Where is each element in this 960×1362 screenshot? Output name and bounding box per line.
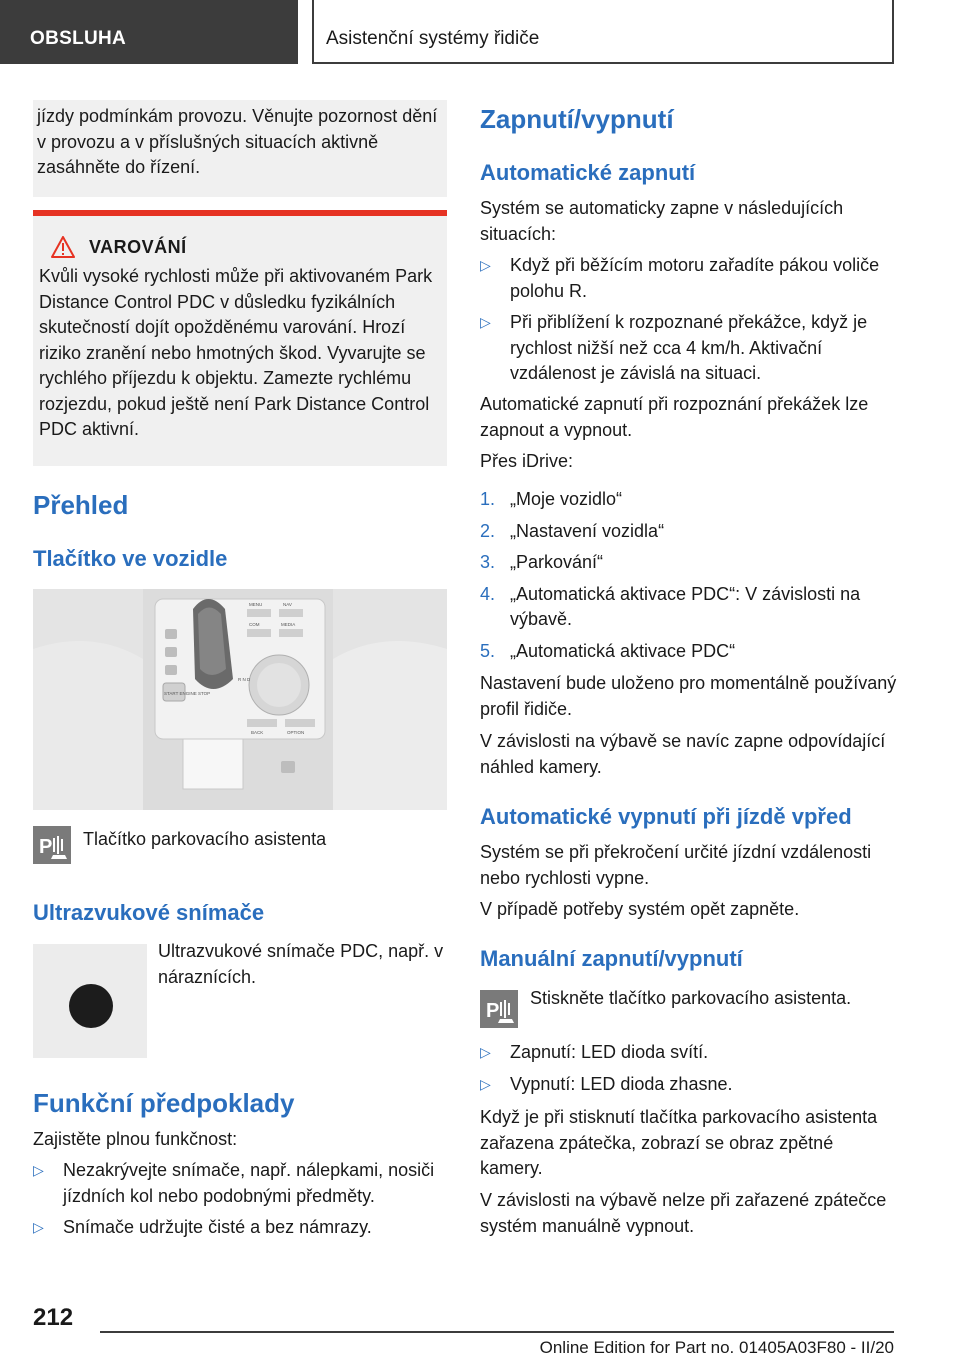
list-item: 1. „Moje vozidlo“ xyxy=(480,489,623,509)
warning-header xyxy=(51,236,435,258)
heading-overview: Přehled xyxy=(33,490,129,520)
console-label-media: MEDIA xyxy=(281,622,296,627)
park-assist-button-icon xyxy=(33,826,71,864)
svg-text:P: P xyxy=(486,1000,500,1022)
continued-note-text: jízdy podmínkám provozu. Věnujte pozornost dění v provozu a v příslušných situacích aktivně zasáhněte do řízení. xyxy=(37,106,438,177)
sensor-dot xyxy=(69,984,113,1028)
warning-triangle-icon xyxy=(51,236,75,258)
console-label-start: START ENGINE STOP xyxy=(164,691,211,696)
list-item: 4. „Automatická aktivace PDC“: V závislosti na výbavě. xyxy=(480,583,861,629)
camera-note: V závislosti na výbavě se navíc zapne odpovídající náhled kamery. xyxy=(480,731,886,777)
console-photo xyxy=(33,589,447,810)
console-label-menu: MENU xyxy=(249,602,263,607)
heading-auto-off: Automatické vypnutí při jízdě vpřed xyxy=(480,804,852,829)
section-tab xyxy=(0,0,298,64)
list-item: ▷ Vypnutí: LED dioda zhasne. xyxy=(480,1072,900,1098)
auto-on-note: Automatické zapnutí při rozpoznání překážek lze zapnout a vypnout. xyxy=(480,394,869,440)
saved-note: Nastavení bude uloženo pro momentálně používaný profil řidiče. xyxy=(480,673,897,719)
list-item: ▷ Snímače udržujte čisté a bez námrazy. xyxy=(33,1215,447,1241)
warning-box xyxy=(33,210,447,466)
manual-list xyxy=(480,1040,900,1103)
heading-auto-on: Automatické zapnutí xyxy=(480,160,696,185)
auto-off-text: Systém se při překročení určité jízdní vzdálenosti nebo rychlosti vypne. xyxy=(480,842,872,888)
console-label-option: OPTION xyxy=(287,730,305,735)
list-item: ▷ Když při běžícím motoru zařadíte pákou voliče polohu R. xyxy=(480,253,900,304)
console-label-gears: R N D xyxy=(238,677,251,682)
sensors-text: Ultrazvukové snímače PDC, např. v náraznících. xyxy=(158,941,444,987)
requirements-list xyxy=(33,1158,447,1247)
console-label-com: COM xyxy=(249,622,260,627)
warning-title: VAROVÁNÍ xyxy=(89,236,187,257)
list-item: 5. „Automatická aktivace PDC“ xyxy=(480,640,736,661)
list-item: ▷ Při přiblížení k rozpoznané překážce, když je rychlost nižší než cca 4 km/h. Aktivační vzdálenost je závislá na situaci. xyxy=(480,310,900,387)
chapter-tab xyxy=(312,0,894,64)
edition-text: Online Edition for Part no. 01405A03F80 - II/20 xyxy=(539,1338,894,1357)
page-number: 212 xyxy=(33,1304,74,1331)
list-item: 3. „Parkování“ xyxy=(480,552,604,572)
list-item: ▷ Nezakrývejte snímače, např. nálepkami, nosiči jízdních kol nebo podobnými předměty. xyxy=(33,1158,447,1209)
button-caption: Tlačítko parkovacího asistenta xyxy=(83,829,327,849)
heading-button-in-vehicle: Tlačítko ve vozidle xyxy=(33,546,228,571)
requirements-intro: Zajistěte plnou funkčnost: xyxy=(33,1129,238,1149)
heading-ultrasonic-sensors: Ultrazvukové snímače xyxy=(33,900,265,925)
console-label-nav: NAV xyxy=(283,602,292,607)
chapter-title: Asistenční systémy řidiče xyxy=(326,28,540,49)
list-item: 2. „Nastavení vozidla“ xyxy=(480,520,665,541)
continued-note-box xyxy=(33,100,447,197)
auto-on-intro: Systém se automaticky zapne v následujících situacích: xyxy=(480,198,844,244)
park-assist-button-icon xyxy=(480,990,518,1028)
sensor-image xyxy=(33,944,147,1058)
console-label-back: BACK xyxy=(251,730,264,735)
manual-off-note: V závislosti na výbavě nelze při zařazené zpátečce systém manuálně vypnout. xyxy=(480,1190,887,1236)
auto-on-list xyxy=(480,253,900,393)
reverse-note: Když je při stisknutí tlačítka parkovacího asistenta zařazena zpátečka, zobrazí se obraz zpětné kamery. xyxy=(480,1107,878,1178)
auto-off-note: V případě potřeby systém opět zapněte. xyxy=(480,899,800,919)
heading-requirements: Funkční předpoklady xyxy=(33,1088,295,1118)
svg-text:P: P xyxy=(39,836,53,858)
section-title: OBSLUHA xyxy=(30,28,127,49)
manual-text: Stiskněte tlačítko parkovacího asistenta. xyxy=(530,988,852,1008)
footer-divider xyxy=(100,1331,894,1333)
warning-text: Kvůli vysoké rychlosti může při aktivovaném Park Distance Control PDC v důsledku fyzikálních skutečností dojít opožděnému varování. Hrozí riziko zranění nebo hmotných škod. Vyvarujte se rychlého příjezdu k objektu. Zamezte rychlému rozjezdu, pokud ještě není Park Distance Control PDC aktivní. xyxy=(39,266,433,439)
idrive-label: Přes iDrive: xyxy=(480,451,574,471)
idrive-steps xyxy=(480,487,900,670)
console-illustration xyxy=(33,589,447,810)
heading-on-off: Zapnutí/vypnutí xyxy=(480,104,674,134)
list-item: ▷ Zapnutí: LED dioda svítí. xyxy=(480,1040,900,1066)
heading-manual: Manuální zapnutí/vypnutí xyxy=(480,946,743,971)
